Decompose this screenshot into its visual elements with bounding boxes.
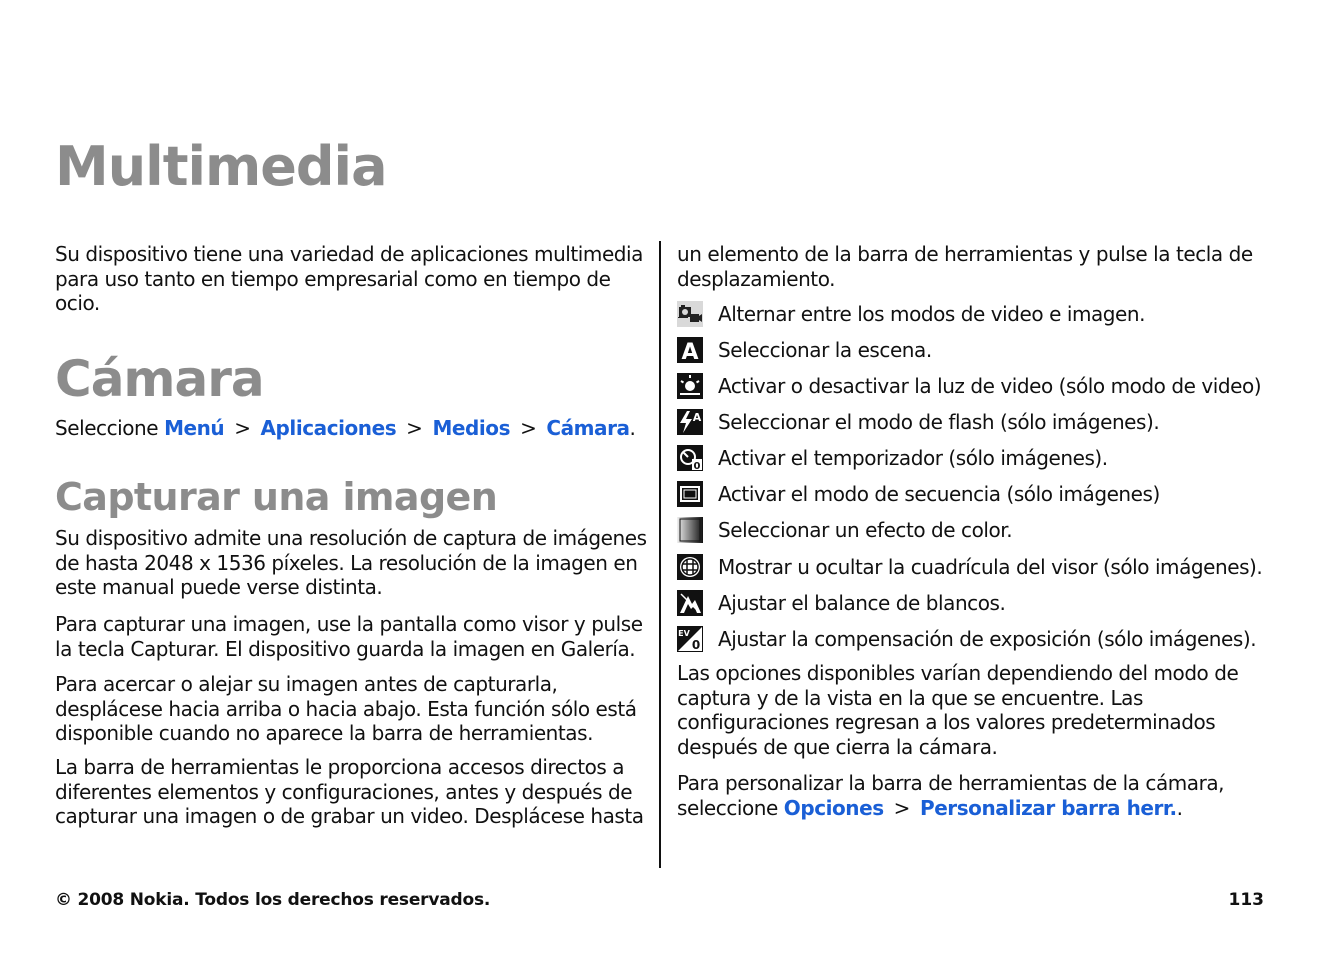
menu-path: [55, 415, 635, 441]
paragraph-line: captura y de la vista en la que se encuentre. Las: [677, 685, 1143, 710]
toolbar-item-label: Activar el modo de secuencia (sólo imágenes): [718, 482, 1160, 506]
page-number: 113: [1228, 890, 1264, 910]
path-link-aplicaciones[interactable]: Aplicaciones: [260, 416, 397, 440]
toolbar-item-sequence-mode: [677, 479, 1160, 509]
viewfinder-grid-icon: [677, 554, 703, 580]
path-prefix: Seleccione: [55, 416, 159, 440]
path-link-camara[interactable]: Cámara: [546, 416, 630, 440]
right-intro-paragraph: [677, 242, 1277, 291]
paragraph-line: después de que cierra la cámara.: [677, 734, 998, 759]
toolbar-item-video-image-mode: [677, 299, 1145, 329]
path-link-medios[interactable]: Medios: [432, 416, 511, 440]
toolbar-item-viewfinder-grid: [677, 552, 1262, 582]
toolbar-item-exposure-compensation: [677, 624, 1256, 654]
toolbar-item-color-effect: [677, 515, 1012, 545]
customize-prefix: seleccione: [677, 795, 778, 820]
scene-glyph: A: [681, 340, 699, 363]
paragraph-line: desplácese hacia arriba o hacia abajo. Esta función sólo está: [55, 696, 637, 721]
paragraph-line: un elemento de la barra de herramientas y pulse la tecla de: [677, 242, 1253, 266]
paragraph-line: disponible cuando no aparece la barra de herramientas.: [55, 721, 593, 746]
self-timer-icon: [677, 445, 703, 471]
path-separator: >: [520, 416, 537, 440]
paragraph-line: diferentes elementos y configuraciones, antes y después de: [55, 779, 633, 804]
paragraph-line: Su dispositivo admite una resolución de captura de imágenes: [55, 526, 647, 550]
toolbar-item-white-balance: [677, 588, 1005, 618]
section-title: Cámara: [55, 350, 264, 408]
paragraph-line: este manual puede verse distinta.: [55, 575, 383, 600]
toolbar-item-label: Seleccionar la escena.: [718, 338, 932, 362]
left-paragraph-toolbar: [55, 755, 647, 829]
path-separator: >: [234, 416, 251, 440]
ev-glyph: EV: [678, 629, 690, 638]
path-separator: >: [406, 416, 423, 440]
right-paragraph-customize: [677, 771, 1277, 820]
toolbar-item-label: Activar el temporizador (sólo imágenes).: [718, 446, 1108, 470]
exposure-compensation-icon: [677, 626, 703, 652]
toolbar-item-scene: [677, 335, 932, 365]
toolbar-item-label: Ajustar el balance de blancos.: [718, 591, 1006, 615]
paragraph-line: La barra de herramientas le proporciona accesos directos a: [55, 755, 625, 779]
toolbar-item-label: Mostrar u ocultar la cuadrícula del visor (sólo imágenes).: [718, 555, 1263, 579]
path-separator: >: [893, 795, 910, 820]
path-link-opciones[interactable]: Opciones: [783, 795, 884, 820]
intro-line: Su dispositivo tiene una variedad de aplicaciones multimedia: [55, 242, 643, 266]
flash-mode-icon: [677, 409, 703, 435]
intro-line: para uso tanto en tiempo empresarial como en tiempo de: [55, 266, 611, 291]
toolbar-item-label: Activar o desactivar la luz de video (sólo modo de video): [718, 374, 1262, 398]
intro-paragraph: [55, 242, 647, 316]
left-paragraph-resolution: [55, 526, 647, 600]
toolbar-item-label: Ajustar la compensación de exposición (sólo imágenes).: [718, 627, 1257, 651]
path-link-personalizar[interactable]: Personalizar barra herr.: [919, 795, 1177, 820]
scene-icon: [677, 337, 703, 363]
toolbar-item-self-timer: [677, 443, 1108, 473]
paragraph-line: Para acercar o alejar su imagen antes de capturarla,: [55, 672, 558, 696]
color-effect-icon: [677, 517, 703, 543]
flash-glyph: A: [692, 411, 702, 424]
toolbar-item-label: Alternar entre los modos de video e imagen.: [718, 302, 1146, 326]
intro-line: ocio.: [55, 291, 100, 316]
subsection-title: Capturar una imagen: [55, 475, 498, 519]
column-divider: [659, 241, 661, 868]
toolbar-item-flash-mode: [677, 407, 1159, 437]
page-title: Multimedia: [55, 135, 387, 198]
paragraph-line: capturar una imagen o de grabar un video. Desplácese hasta: [55, 804, 644, 829]
paragraph-line: Las opciones disponibles varían dependiendo del modo de: [677, 661, 1239, 685]
customize-path: [677, 796, 1277, 821]
toolbar-item-video-light: [677, 371, 1261, 401]
left-paragraph-zoom: [55, 672, 647, 746]
white-balance-icon: [677, 590, 703, 616]
sequence-mode-icon: [677, 481, 703, 507]
paragraph-line: la tecla Capturar. El dispositivo guarda la imagen en Galería.: [55, 636, 636, 661]
timer-glyph: 0: [693, 461, 701, 471]
ev-value-glyph: 0: [691, 638, 701, 652]
toolbar-item-label: Seleccionar un efecto de color.: [718, 518, 1013, 542]
paragraph-line: desplazamiento.: [677, 266, 836, 291]
path-suffix: .: [1176, 795, 1183, 820]
video-image-mode-icon: [677, 301, 703, 327]
paragraph-line: de hasta 2048 x 1536 píxeles. La resolución de la imagen en: [55, 550, 638, 575]
video-light-icon: [677, 373, 703, 399]
path-suffix: .: [629, 416, 636, 440]
path-link-menu[interactable]: Menú: [164, 416, 225, 440]
paragraph-line: Para capturar una imagen, use la pantalla como visor y pulse: [55, 612, 643, 636]
paragraph-line: Para personalizar la barra de herramientas de la cámara,: [677, 771, 1225, 795]
right-paragraph-options: [677, 661, 1277, 759]
toolbar-item-label: Seleccionar el modo de flash (sólo imágenes).: [718, 410, 1160, 434]
footer-copyright: © 2008 Nokia. Todos los derechos reservados.: [55, 890, 491, 910]
paragraph-line: configuraciones regresan a los valores predeterminados: [677, 710, 1216, 735]
left-paragraph-capture: [55, 612, 647, 661]
